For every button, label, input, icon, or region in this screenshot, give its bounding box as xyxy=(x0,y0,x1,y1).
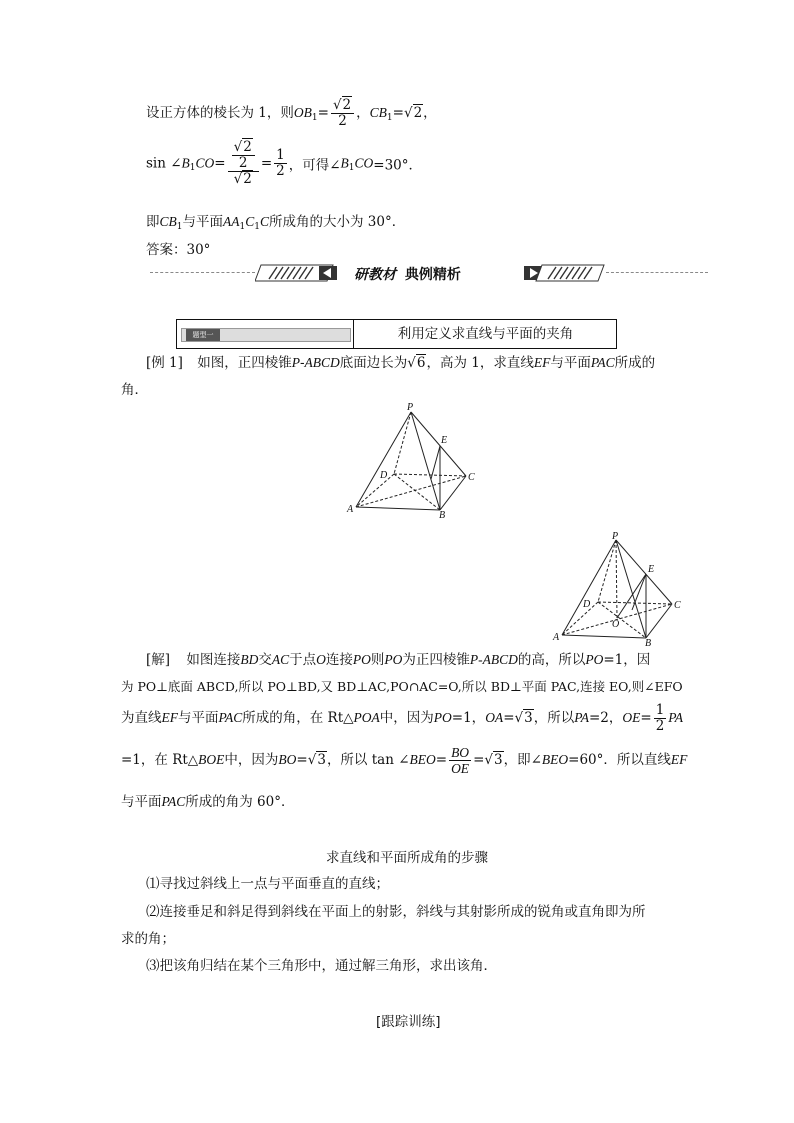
triangle-label: BOE xyxy=(198,752,225,767)
fig1-label-a: A xyxy=(347,504,354,515)
step-2-line-1: ⑵连接垂足和斜足得到斜线在平面上的射影，斜线与其射影所成的锐角或直角即为所 xyxy=(146,904,646,920)
intro-text: 即 xyxy=(146,214,160,230)
solution-text: ，所以 tan ∠ xyxy=(326,752,410,768)
solution-line-1 xyxy=(146,648,650,668)
line-label: OE xyxy=(622,710,641,725)
segment-label: CB xyxy=(159,214,177,229)
radicand: 3 xyxy=(493,752,503,768)
solid-label: P-ABCD xyxy=(469,652,518,667)
plane-label: C xyxy=(245,214,255,229)
example-text: 底面边长为 xyxy=(339,355,408,371)
fig1-label-b: B xyxy=(439,510,446,520)
fig2-label-a: A xyxy=(553,632,560,643)
subscript: 1 xyxy=(189,163,196,173)
equals-sign: = xyxy=(640,710,652,726)
section-title: 利用定义求直线与平面的夹角 xyxy=(353,320,617,348)
radicand: 3 xyxy=(317,752,326,768)
equals-sign: = xyxy=(473,752,485,768)
equals-sign: = xyxy=(503,710,515,726)
solution-line-4 xyxy=(121,745,687,776)
fig2-label-b: B xyxy=(645,638,652,648)
angle-label: BEO xyxy=(409,752,436,767)
solution-text: =1， xyxy=(451,710,486,726)
line-label: PO xyxy=(585,652,604,667)
line-label: AC xyxy=(271,652,290,667)
numerator: BO xyxy=(451,745,470,760)
banner-divider-left xyxy=(150,272,255,273)
equals-sign: = xyxy=(260,155,273,172)
numerator: 1 xyxy=(276,147,285,163)
banner-left-ornament xyxy=(255,264,345,282)
dash: - xyxy=(299,355,305,371)
subscript: 1 xyxy=(386,113,393,123)
compound-fraction: $\frac{\frac{√2}{2}}{√2}$ xyxy=(228,140,259,187)
intro-text: 设正方体的棱长为 1，则 xyxy=(146,105,294,121)
step-2-line-2: 求的角； xyxy=(121,931,175,947)
fraction xyxy=(274,148,287,179)
equals-sign: = xyxy=(392,105,404,121)
point-label: O xyxy=(316,652,326,667)
intro-text: ，可得∠ xyxy=(288,157,341,174)
equals-sign: = xyxy=(296,752,308,768)
example-text: 如图，正四棱锥 xyxy=(197,355,292,371)
fig1-label-d: D xyxy=(380,470,388,481)
sqrt: √3 xyxy=(307,752,326,768)
solution-text: 中，因为 xyxy=(379,710,434,726)
denominator: 2 xyxy=(238,155,248,171)
step-1: ⑴寻找过斜线上一点与平面垂直的直线； xyxy=(146,876,389,892)
solution-text: 所成的角，在 Rt△ xyxy=(242,710,354,726)
steps-title: 求直线和平面所成角的步骤 xyxy=(326,850,488,866)
segment-label: OB xyxy=(293,105,312,120)
solution-text: 交 xyxy=(258,652,272,668)
plane-label: C xyxy=(259,214,269,229)
segment-label: CB xyxy=(369,105,387,120)
solution-text: 为正四棱锥 xyxy=(402,652,470,668)
equals-sign: = xyxy=(317,105,329,121)
fraction xyxy=(449,745,471,776)
section-tag xyxy=(181,328,351,342)
radicand: 6 xyxy=(416,355,426,371)
solution-text: 于点 xyxy=(289,652,317,668)
triangle-label: POA xyxy=(353,710,380,725)
pyramid-figure-2 xyxy=(550,530,690,648)
solution-text: 与平面 xyxy=(121,794,162,810)
numerator: 1 xyxy=(655,702,665,718)
section-header xyxy=(176,319,617,349)
line-label: EF xyxy=(161,710,178,725)
denominator: 2 xyxy=(655,718,665,734)
fig2-label-o: O xyxy=(612,619,620,630)
denominator: OE xyxy=(451,761,470,776)
intro-line-1 xyxy=(146,98,437,129)
solution-text: =2， xyxy=(588,710,623,726)
point-label: CO xyxy=(354,155,374,171)
point-label: B xyxy=(181,155,190,171)
sqrt: √6 xyxy=(407,355,426,371)
solution-text: 与平面 xyxy=(178,710,219,726)
subscript: 1 xyxy=(348,163,355,173)
line-label: OA xyxy=(485,710,504,725)
fig2-label-p: P xyxy=(612,531,619,542)
banner-divider-right xyxy=(606,272,708,273)
intro-text: =30°． xyxy=(373,157,423,174)
line-label: BO xyxy=(278,752,297,767)
banner-title-main: 研教材 xyxy=(354,267,396,283)
banner-title xyxy=(354,264,461,284)
radicand: 2 xyxy=(342,97,352,113)
section-tag-label: 题型一 xyxy=(186,329,220,341)
solution-text: 连接 xyxy=(325,652,353,668)
solution-text: =1，在 Rt△ xyxy=(121,752,199,768)
solution-text: 则 xyxy=(370,652,385,668)
solution-text: ，所以 xyxy=(533,710,575,726)
solution-text: 中，因为 xyxy=(224,752,279,768)
subscript: 1 xyxy=(254,222,260,232)
equals-sign: = xyxy=(435,752,448,768)
plane-label: PAC xyxy=(218,710,243,725)
line-label: EF xyxy=(670,752,688,767)
solution-text: 的高，所以 xyxy=(517,652,586,668)
radicand: 2 xyxy=(243,139,252,155)
intro-text: 所成角的大小为 30°． xyxy=(269,214,406,230)
step-3: ⑶把该角归结在某个三角形中，通过解三角形，求出该角． xyxy=(146,958,497,974)
fraction xyxy=(654,703,667,734)
fraction: $\frac{√2}{2}$ xyxy=(331,98,354,129)
point-label: CO xyxy=(195,155,215,171)
solution-line-5 xyxy=(121,790,295,810)
radicand: 2 xyxy=(243,171,252,187)
pyramid-figure-1 xyxy=(344,400,484,520)
fig1-label-c: C xyxy=(468,472,475,483)
banner-title-sub: 典例精析 xyxy=(404,267,461,283)
comma: ， xyxy=(356,105,370,121)
plane-label: PAC xyxy=(161,794,186,809)
plane-label: AA xyxy=(223,214,240,229)
line-label: BD xyxy=(240,652,259,667)
fig2-label-e: E xyxy=(648,564,655,575)
comma: ， xyxy=(423,105,437,121)
denominator: 2 xyxy=(338,113,347,129)
example-text: 与平面 xyxy=(550,355,591,371)
solution-text: =60°．所以直线 xyxy=(568,752,671,768)
example-text: 所成的 xyxy=(614,355,656,371)
intro-text: 与平面 xyxy=(182,214,223,230)
fig1-label-e: E xyxy=(441,435,448,446)
intro-line-2 xyxy=(146,140,422,187)
solution-text: 为直线 xyxy=(121,710,162,726)
example-text: ，高为 1，求直线 xyxy=(426,355,534,371)
denominator: 2 xyxy=(276,163,285,179)
example-line-1 xyxy=(146,351,655,371)
point-label: B xyxy=(340,155,349,171)
sqrt: √3 xyxy=(484,752,503,768)
sin-text: sin ∠ xyxy=(146,155,182,172)
solution-text: 如图连接 xyxy=(186,652,241,668)
solution-text: ，即∠ xyxy=(503,752,542,768)
sqrt: √3 xyxy=(514,710,533,726)
solution-text: 所成的角为 60°． xyxy=(185,794,295,810)
point-label: P xyxy=(291,355,300,370)
plane-label: PAC xyxy=(590,355,615,370)
angle-label: BEO xyxy=(541,752,569,767)
line-label: PO xyxy=(384,652,403,667)
solution-line-2: 为 PO⊥底面 ABCD,所以 PO⊥BD,又 BD⊥AC,PO∩AC=O,所以 BD⊥平面 PAC,连接 EO,则∠EFO xyxy=(121,679,683,694)
line-label: PA xyxy=(574,710,589,725)
radicand: 3 xyxy=(524,710,533,726)
radicand: 2 xyxy=(413,105,423,121)
sqrt: √2 xyxy=(403,105,423,121)
solution-label: [解] xyxy=(146,652,171,668)
intro-line-3 xyxy=(146,210,405,232)
line-label: EF xyxy=(533,355,551,370)
subscript: 1 xyxy=(176,222,183,232)
subscript: 1 xyxy=(311,113,318,123)
line-label: PO xyxy=(352,652,371,667)
example-label: [例 1] xyxy=(146,355,183,371)
answer-line: 答案：30° xyxy=(146,242,211,258)
subscript: 1 xyxy=(239,222,246,232)
inner-fraction: $\frac{√2}{2}$ xyxy=(232,140,255,171)
fig2-label-c: C xyxy=(674,600,681,611)
fig1-label-p: P xyxy=(407,402,414,413)
example-line-2: 角． xyxy=(121,382,148,398)
equals-sign: = xyxy=(214,155,226,172)
banner-right-ornament xyxy=(524,264,606,282)
solution-line-3 xyxy=(121,703,683,734)
solution-text: =1，因 xyxy=(603,652,651,668)
base-label: ABCD xyxy=(304,355,340,370)
line-label: PO xyxy=(433,710,452,725)
line-label: PA xyxy=(668,710,684,725)
fig2-label-d: D xyxy=(583,599,591,610)
follow-up-heading: [跟踪训练] xyxy=(376,1014,441,1030)
